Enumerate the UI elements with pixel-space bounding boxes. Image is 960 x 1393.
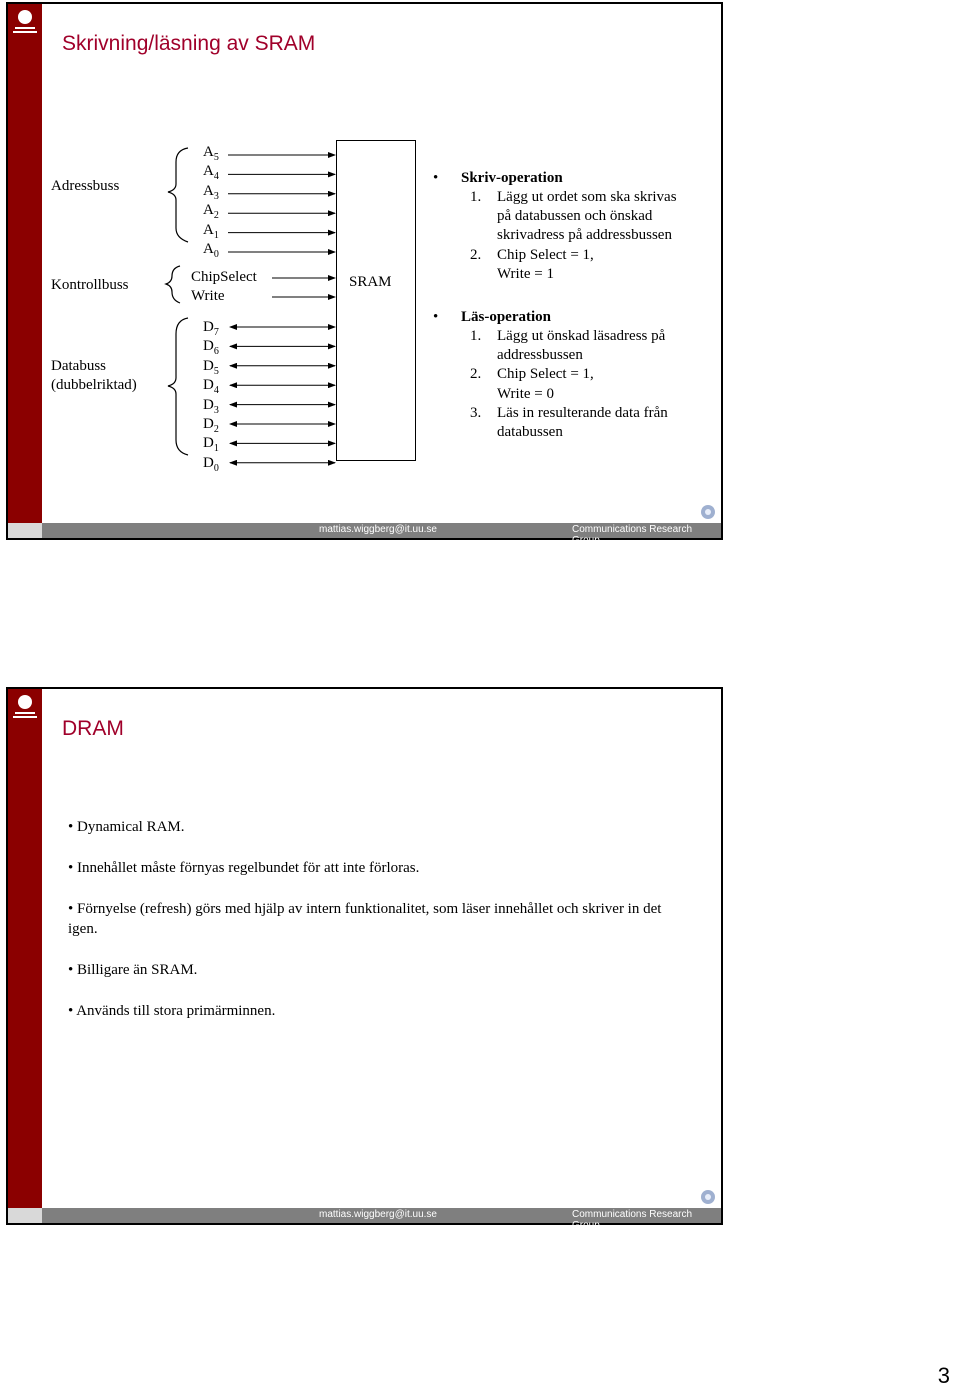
footer-group: Communications Research Group	[572, 1209, 693, 1231]
diagram-lines	[0, 0, 960, 560]
signal-address-2: $A_2$	[203, 202, 219, 222]
bullet-icon: •	[68, 962, 74, 978]
footer-email: mattias.wiggberg@it.uu.se	[319, 1209, 437, 1220]
step-text: Chip Select = 1,	[497, 366, 594, 383]
step-text: Write = 1	[497, 265, 555, 282]
signal-address-1: $A_1$	[203, 221, 219, 241]
footer-group: Communications Research Group	[572, 524, 693, 546]
page-number: 3	[937, 1363, 950, 1388]
footer-email: mattias.wiggberg@it.uu.se	[319, 524, 437, 535]
bullet-icon: •	[68, 819, 74, 835]
slide-title: DRAM	[62, 717, 124, 740]
label-kontrollbuss: Kontrollbuss	[51, 277, 129, 293]
label-dubbelriktad: (dubbelriktad)	[51, 377, 137, 393]
bullet-icon: •	[68, 860, 74, 876]
dram-bullet-item: • Innehållet måste förnyas regelbundet för att inte förloras.	[68, 860, 420, 876]
step-number: 2.	[470, 366, 482, 383]
group-emblem-icon	[699, 1188, 717, 1206]
step-number: 1.	[470, 189, 482, 205]
sram-label: SRAM	[349, 274, 392, 290]
university-logo-icon	[11, 692, 39, 722]
dram-bullet-item: • Används till stora primärminnen.	[68, 1003, 276, 1019]
bullet-icon: •	[68, 901, 74, 917]
signal-address-4: $A_4$	[203, 163, 219, 183]
signal-data-0: $D_0$	[203, 454, 219, 474]
step-number: 1.	[470, 328, 482, 344]
step-text: Lägg ut ordet som ska skrivas	[497, 189, 677, 205]
signal-address-0: $A_0$	[203, 241, 219, 260]
signal-address-3: $A_3$	[203, 182, 219, 202]
read-heading: Läs-operation	[461, 309, 551, 325]
brace-data	[168, 318, 188, 455]
step-text: Lägg ut önskad läsadress på	[497, 328, 666, 344]
signal-data-6: $D_6$	[203, 338, 219, 358]
dram-bullet-item: • Förnyelse (refresh) görs med hjälp av intern funktionalitet, som läser innehållet och skriver in det igen.	[68, 901, 662, 937]
step-number: 2.	[470, 246, 482, 263]
label-adressbuss: Adressbuss	[51, 178, 120, 194]
signal-data-4: $D_4$	[203, 377, 219, 397]
step-text: addressbussen	[497, 347, 583, 364]
step-text: skrivadress på addressbussen	[497, 227, 672, 244]
signal-data-1: $D_1$	[203, 435, 219, 455]
brace-control	[166, 266, 180, 303]
dram-bullet-list	[68, 817, 678, 1042]
step-text: Write = 0	[497, 385, 555, 402]
bullet-icon: •	[68, 1003, 74, 1019]
bullet-icon: •	[433, 309, 439, 325]
brace-address	[168, 148, 188, 242]
step-text: på databussen och önskad	[497, 208, 653, 225]
signal-data-3: $D_3$	[203, 396, 219, 416]
slide-footer	[8, 1208, 721, 1231]
label-databuss: Databuss	[51, 358, 106, 374]
slide-title: Skrivning/läsning av SRAM	[62, 32, 316, 55]
signal-data-7: $D_7$	[203, 319, 219, 338]
signal-data-5: $D_5$	[203, 357, 219, 377]
signal-address-5: $A_5$	[203, 144, 219, 163]
dram-bullet-item: • Dynamical RAM.	[68, 819, 185, 835]
write-heading: Skriv-operation	[461, 170, 563, 186]
bullet-icon: •	[433, 170, 439, 186]
step-number: 3.	[470, 404, 482, 421]
red-sidebar	[8, 689, 42, 1223]
signal-data-2: $D_2$	[203, 416, 219, 435]
step-text: databussen	[497, 424, 563, 440]
step-text: Chip Select = 1,	[497, 246, 594, 263]
dram-bullet-item: • Billigare än SRAM.	[68, 962, 198, 978]
step-text: Läs in resulterande data från	[497, 404, 668, 421]
signal-write: Write	[191, 288, 225, 304]
signal-chipselect: ChipSelect	[191, 269, 257, 285]
